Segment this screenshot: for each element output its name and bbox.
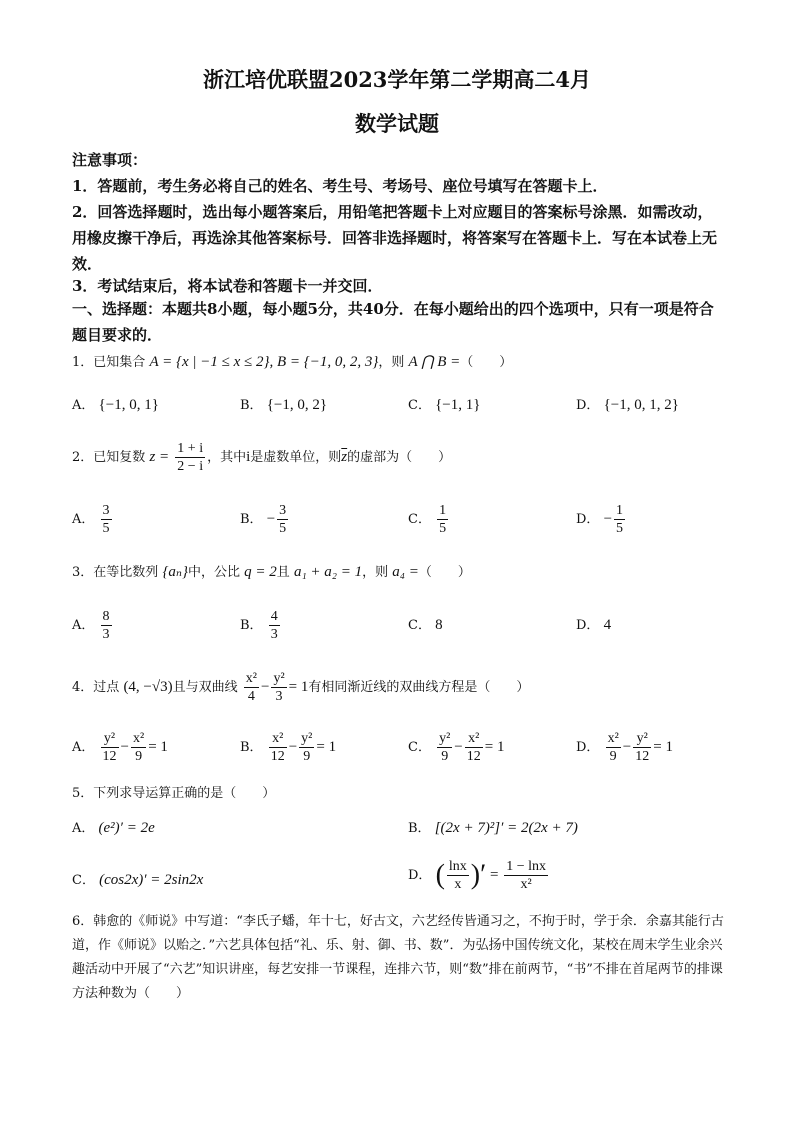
- q1-option-a[interactable]: A． {−1, 0, 1}: [72, 397, 159, 413]
- question-3: 3．在等比数列 {aₙ}中，公比 q = 2且 a₁ + a₂ = 1，则 a₄ =（ ）: [72, 564, 471, 580]
- q5-option-b[interactable]: B． [(2x + 7)²]′ = 2(2x + 7): [408, 820, 578, 836]
- q2-option-b[interactable]: B． − $\frac{3}{5}$: [240, 503, 287, 536]
- q3-option-b[interactable]: B． $\frac{4}{3}$: [240, 609, 278, 642]
- q3-option-a[interactable]: A． $\frac{8}{3}$: [72, 609, 110, 642]
- notes-heading: 注意事项：: [72, 151, 148, 169]
- exam-subject: 数学试题: [355, 111, 439, 136]
- q4-option-b[interactable]: B． $\frac{\text{x²}}{12}$ − $\frac{\text{y²}}{9}$ = 1: [240, 731, 337, 764]
- q1-option-d[interactable]: D． {−1, 0, 1, 2}: [576, 397, 679, 413]
- q1-option-b[interactable]: B． {−1, 0, 2}: [240, 397, 328, 413]
- q5-option-a[interactable]: A． (e²)′ = 2e: [72, 820, 155, 836]
- q2-fraction: $\frac{1 + i}{2 - i}$: [177, 441, 204, 474]
- exam-title: 浙江培优联盟2023学年第二学期高二4月: [202, 67, 592, 92]
- q1-option-c[interactable]: C． {−1, 1}: [408, 397, 481, 413]
- section-1-heading: 一、选择题：本题共8小题，每小题5分，共40分．在每小题给出的四个选项中，只有一项是符合题目要求的．: [72, 300, 714, 344]
- question-4: 4．过点 (4, −√3)且与双曲线 $\frac{\text{x²}}{4}$ − $\frac{\text{y²}}{3}$ = 1有相同渐近线的双曲线方程是（ ）: [72, 671, 530, 704]
- q4-option-d[interactable]: D． $\frac{\text{x²}}{9}$ − $\frac{\text{y²}}{12}$ = 1: [576, 731, 673, 764]
- note-item-3: 3．考试结束后，将本试卷和答题卡一并交回．: [72, 277, 383, 295]
- q4-point: (4, −√3): [123, 679, 173, 695]
- question-1: 1．已知集合 A = {x | −1 ≤ x ≤ 2}, B = {−1, 0, 2, 3}，则 A ⋂ B =（ ）: [72, 354, 513, 370]
- q1-intersection: A ⋂ B =: [408, 354, 461, 370]
- q2-option-c[interactable]: C． $\frac{1}{5}$: [408, 503, 447, 536]
- q2-option-a[interactable]: A． $\frac{3}{5}$: [72, 503, 110, 536]
- q4-option-a[interactable]: A． $\frac{\text{y²}}{12}$ − $\frac{\text{x²}}{9}$ = 1: [72, 731, 168, 764]
- q3-option-c[interactable]: C． 8: [408, 617, 443, 633]
- note-item-2: 2．回答选择题时，选出每小题答案后，用铅笔把答题卡上对应题目的答案标号涂黑．如需改动，用橡皮擦干净后，再选涂其他答案标号．回答非选择题时，将答案写在答题卡上．写在本试卷上无效．: [72, 203, 718, 273]
- question-6: 6．韩愈的《师说》中写道：“李氏子蟠，年十七，好古文，六艺经传皆通习之，不拘于时，学于余．余嘉其能行古道，作《师说》以贻之．”六艺具体包括“礼、乐、射、御、书、数”．为弘扬中国传统文化，某校在周末学生业余兴趣活动中开展了“六艺”知识讲座，每艺安排一节课程，连排六节，则“数”排在前两节，“书”不排在首尾两节的排课方法种数为（ ）: [72, 914, 724, 1001]
- question-5: 5．下列求导运算正确的是（ ）: [72, 786, 276, 801]
- q4-option-c[interactable]: C． $\frac{\text{y²}}{9}$ − $\frac{\text{x²}}{12}$ = 1: [408, 731, 505, 764]
- q2-option-d[interactable]: D． − $\frac{1}{5}$: [576, 503, 624, 536]
- note-item-1: 1．答题前，考生务必将自己的姓名、考生号、考场号、座位号填写在答题卡上．: [72, 177, 608, 195]
- q1-sets: A = {x | −1 ≤ x ≤ 2}, B = {−1, 0, 2, 3}: [149, 354, 379, 370]
- question-2: 2．已知复数 z = $\frac{1 + i}{2 - i}$ ，其中i是虚数单位，则$\overline{z}$的虚部为（ ）: [72, 441, 452, 474]
- q5-option-d[interactable]: D． ( $\frac{\ln x}{x}$ )′ = $\frac{1 - \ln x}{\text{x²}}$: [408, 859, 547, 892]
- q2-conjugate: $\overline{z}$: [341, 449, 348, 465]
- q5-option-c[interactable]: C． (cos2x)′ = 2sin2x: [72, 872, 204, 888]
- q3-option-d[interactable]: D． 4: [576, 617, 612, 633]
